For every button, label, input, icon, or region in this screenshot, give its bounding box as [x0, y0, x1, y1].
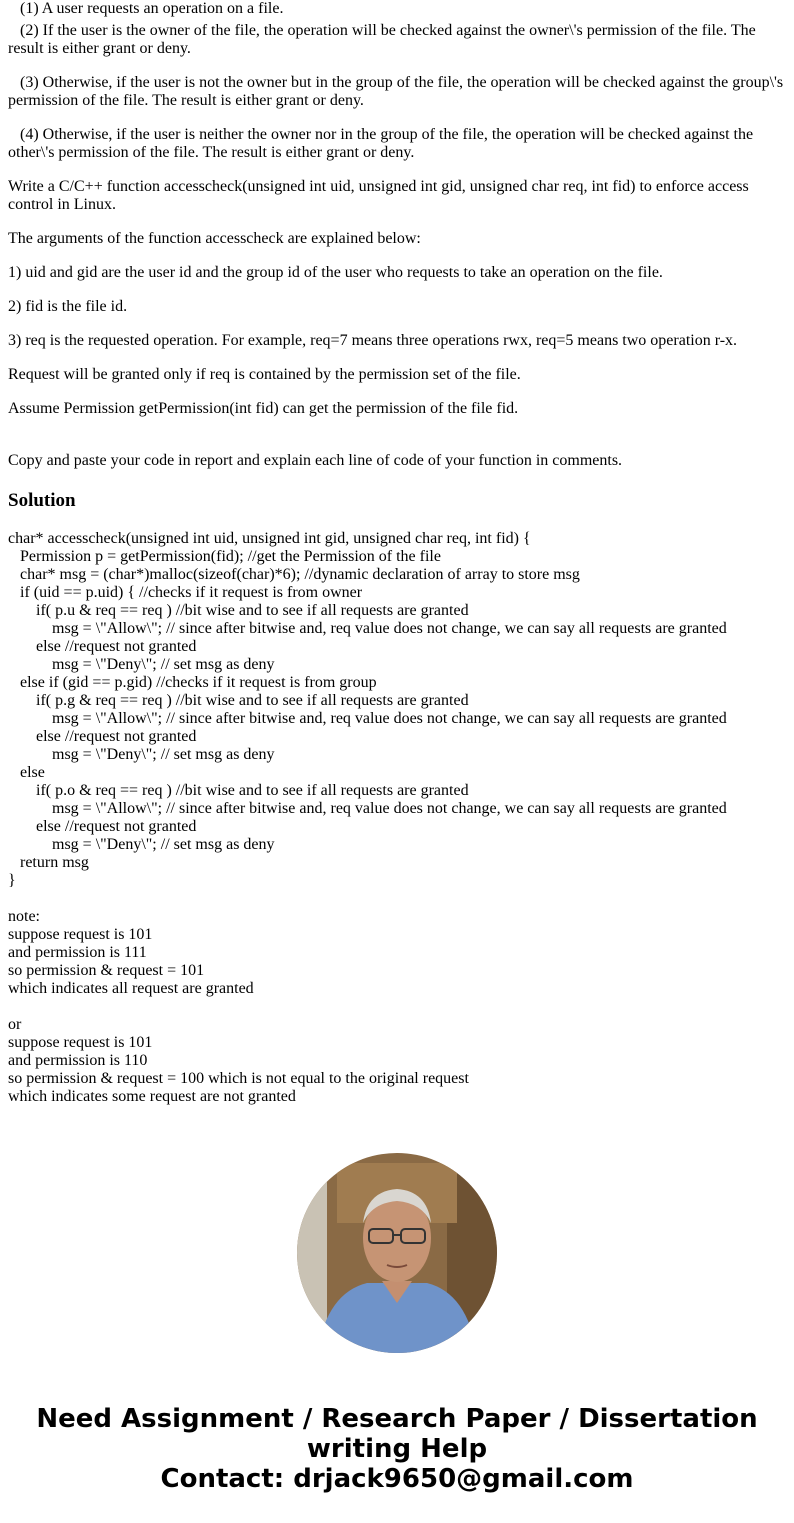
solution-heading: Solution: [8, 490, 76, 511]
arg-3: 3) req is the requested operation. For example, req=7 means three operations rwx, req=5 means two operation r-x.: [8, 332, 738, 349]
code-line: msg = \"Deny\"; // set msg as deny: [52, 656, 275, 673]
code-line: if( p.o & req == req ) //bit wise and to see if all requests are granted: [36, 782, 469, 799]
code-line: return msg: [20, 854, 89, 871]
code-line: }: [8, 872, 16, 889]
code-line: msg = \"Allow\"; // since after bitwise and, req value does not change, we can say all requests are granted: [52, 800, 727, 817]
code-line: if (uid == p.uid) { //checks if it request is from owner: [20, 584, 363, 601]
task-text: Write a C/C++ function accesscheck(unsigned int uid, unsigned int gid, unsigned char req, int fid) to enforce access control in Linux.: [8, 178, 749, 213]
code-line: char* accesscheck(unsigned int uid, unsigned int gid, unsigned char req, int fid) {: [8, 530, 531, 547]
solution-note: [8, 908, 786, 1106]
code-line: if( p.u & req == req ) //bit wise and to see if all requests are granted: [36, 602, 469, 619]
note-line: or: [8, 1016, 22, 1033]
code-line: else //request not granted: [36, 728, 197, 745]
code-line: Permission p = getPermission(fid); //get the Permission of the file: [20, 548, 441, 565]
step-1: (1) A user requests an operation on a file.: [20, 0, 284, 17]
code-line: char* msg = (char*)malloc(sizeof(char)*6); //dynamic declaration of array to store msg: [20, 566, 580, 583]
code-line: msg = \"Deny\"; // set msg as deny: [52, 746, 275, 763]
arg-2: 2) fid is the file id.: [8, 298, 128, 315]
author-avatar: [297, 1153, 497, 1353]
footer-help-text: Need Assignment / Research Paper / Dissertation writing Help: [36, 1404, 758, 1464]
step-4: (4) Otherwise, if the user is neither the owner nor in the group of the file, the operation will be checked against the other\'s permission of the file. The result is either grant or deny.: [8, 126, 754, 161]
code-line: msg = \"Allow\"; // since after bitwise and, req value does not change, we can say all requests are granted: [52, 710, 727, 727]
code-line: else: [20, 764, 45, 781]
code-line: msg = \"Allow\"; // since after bitwise and, req value does not change, we can say all requests are granted: [52, 620, 727, 637]
step-2: (2) If the user is the owner of the file, the operation will be checked against the owner\'s permission of the file. The result is either grant or deny.: [8, 22, 756, 57]
code-line: if( p.g & req == req ) //bit wise and to see if all requests are granted: [36, 692, 469, 709]
arg-1: 1) uid and gid are the user id and the group id of the user who requests to take an operation on the file.: [8, 264, 663, 281]
note-line: suppose request is 101: [8, 1034, 153, 1051]
note-line: and permission is 110: [8, 1052, 148, 1069]
code-line: msg = \"Deny\"; // set msg as deny: [52, 836, 275, 853]
note-line: suppose request is 101: [8, 926, 153, 943]
note-line: which indicates some request are not granted: [8, 1088, 296, 1105]
request-note: Request will be granted only if req is contained by the permission set of the file.: [8, 366, 521, 383]
note-line: [8, 998, 786, 1016]
note-line: so permission & request = 101: [8, 962, 205, 979]
copy-instruction: Copy and paste your code in report and explain each line of code of your function in comments.: [8, 452, 623, 469]
assume-text: Assume Permission getPermission(int fid) can get the permission of the file fid.: [8, 400, 519, 417]
code-line: else //request not granted: [36, 818, 197, 835]
step-3: (3) Otherwise, if the user is not the owner but in the group of the file, the operation will be checked against the group\'s permission of the file. The result is either grant or deny.: [8, 74, 784, 109]
note-line: and permission is 111: [8, 944, 147, 961]
args-intro: The arguments of the function accesscheck are explained below:: [8, 230, 421, 247]
code-line: else if (gid == p.gid) //checks if it request is from group: [20, 674, 377, 691]
note-line: which indicates all request are granted: [8, 980, 254, 997]
note-line: so permission & request = 100 which is not equal to the original request: [8, 1070, 469, 1087]
footer-contact-email: Contact: drjack9650@gmail.com: [160, 1464, 634, 1494]
solution-code: [8, 530, 786, 890]
question-text: [8, 0, 786, 486]
footer-contact: [0, 1404, 794, 1494]
code-line: else //request not granted: [36, 638, 197, 655]
note-line: note:: [8, 908, 40, 925]
